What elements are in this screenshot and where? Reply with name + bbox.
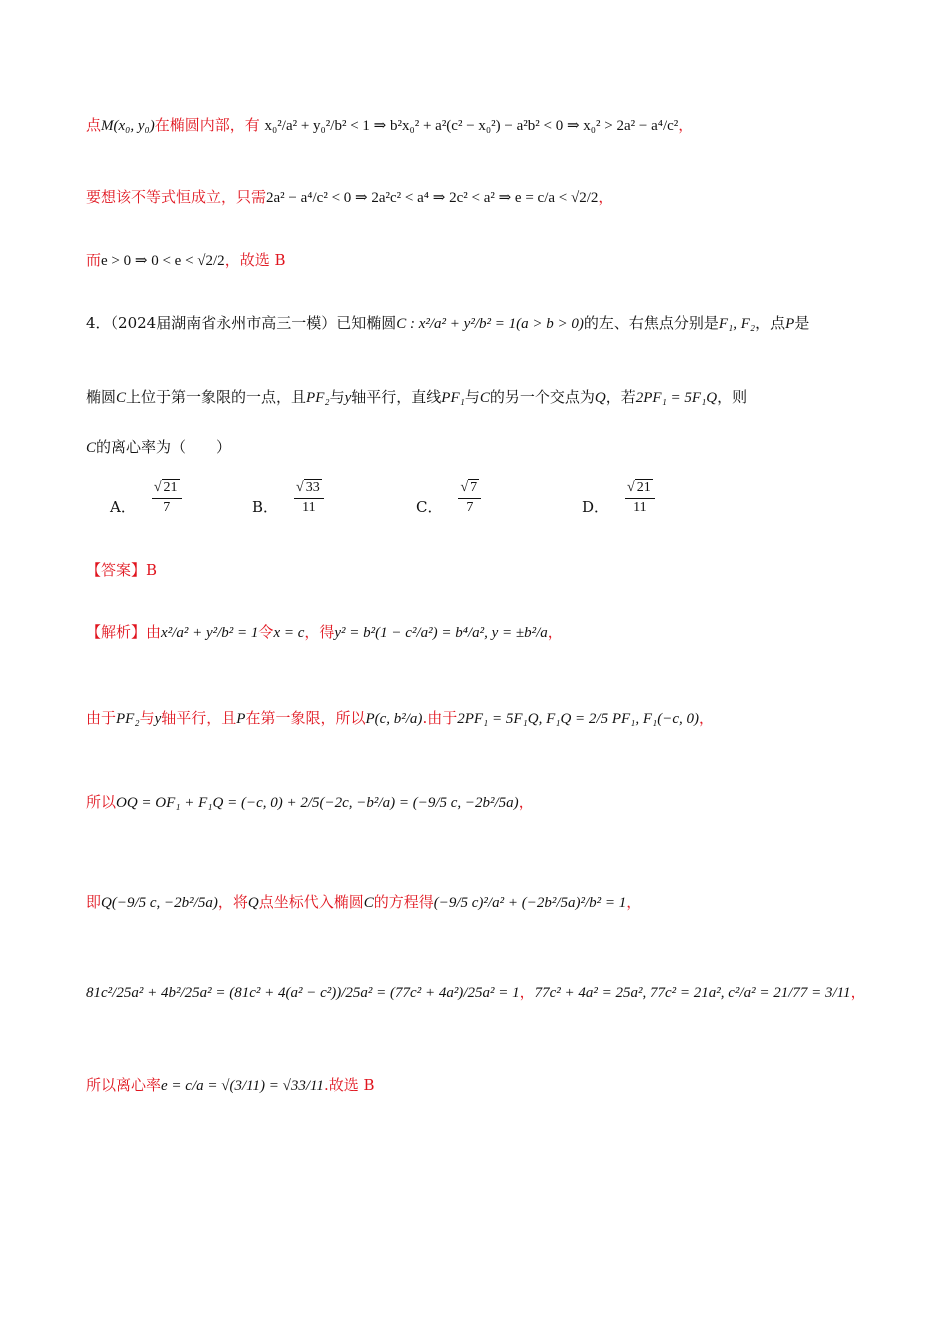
text: 与 (329, 388, 345, 406)
ellipse-c: C (479, 390, 490, 406)
text: .由于 (422, 709, 458, 727)
text: ，得 (304, 623, 335, 641)
text: 所以 (86, 793, 117, 811)
option-c[interactable] (416, 478, 483, 517)
text: 与 (139, 709, 155, 727)
line-pf1: PF₁ (441, 390, 465, 406)
punct: ， (518, 793, 534, 811)
analysis-line-1 (86, 625, 890, 641)
text: ，则 (717, 388, 748, 406)
option-label: C． (416, 498, 443, 516)
option-a[interactable] (110, 478, 184, 517)
text: 上位于第一象限的一点，且 (126, 388, 307, 406)
segment-pf2: PF₂ (306, 390, 330, 406)
math: x = c (273, 625, 305, 641)
punct: ， (547, 623, 563, 641)
option-fraction: √ 7 7 (458, 479, 481, 515)
analysis-line-2 (86, 711, 890, 727)
option-fraction: √ 21 7 (152, 479, 182, 515)
text-prefix: 而 (86, 251, 102, 269)
text: 点坐标代入椭圆 (258, 893, 364, 911)
option-d[interactable] (582, 478, 657, 517)
text: 的另一个交点为 (489, 388, 595, 406)
math: y (154, 711, 162, 727)
math: 77c² + 4a² = 25a², 77c² = 21a², c²/a² = 21/77 = 3/11 (534, 985, 851, 1001)
math: C (363, 895, 374, 911)
punct: ， (626, 893, 642, 911)
math: 2PF₁ = 5F₁Q, F₁Q = 2/5 PF₁, F₁(−c, 0) (457, 711, 700, 727)
point-m: M(x₀, y₀) (101, 118, 155, 134)
text-inside: 在椭圆内部，有 (154, 116, 260, 134)
math: PF₂ (116, 711, 140, 727)
denominator: 7 (163, 499, 171, 515)
answer-value: B (146, 561, 158, 579)
text: 的左、右焦点分别是 (583, 314, 719, 332)
math-range: e > 0 ⇒ 0 < e < √2/2 (101, 253, 225, 269)
point-q: Q (594, 390, 606, 406)
solution-line-2 (86, 190, 890, 206)
foci: F₁, F₂ (718, 316, 756, 332)
math: Q(−9/5 c, −2b²/5a) (101, 895, 218, 911)
text: 与 (464, 388, 480, 406)
answer-line (86, 563, 890, 578)
question-line-1 (86, 316, 890, 332)
punct: ， (678, 116, 694, 134)
option-fraction: √ 33 11 (294, 479, 324, 515)
text: 轴平行，且 (161, 709, 237, 727)
vector-condition: 2PF₁ = 5F₁Q (635, 390, 718, 406)
denominator: 11 (633, 499, 647, 515)
option-fraction: √ 21 11 (625, 479, 655, 515)
text: 即 (86, 893, 102, 911)
denominator: 11 (302, 499, 316, 515)
math: Q (247, 895, 259, 911)
ellipse-c: C (86, 440, 97, 456)
option-b[interactable] (252, 478, 326, 517)
text: ，将 (217, 893, 248, 911)
punct: ， (598, 188, 614, 206)
option-label: B． (252, 498, 279, 516)
ellipse-equation: C : x²/a² + y²/b² = 1(a > b > 0) (396, 316, 584, 332)
text: 由 (146, 623, 162, 641)
option-label: D． (582, 498, 610, 516)
text: .故选 B (323, 1076, 375, 1094)
question-source: （2024届湖南省永州市高三一模）已知椭圆 (110, 314, 397, 332)
analysis-line-4 (86, 895, 890, 911)
question-number: 4． (86, 314, 111, 332)
answer-tag: 【答案】 (86, 561, 147, 579)
text: ，点 (755, 314, 786, 332)
math: (−9/5 c)²/a² + (−2b²/5a)²/b² = 1 (433, 895, 627, 911)
math: OQ = OF₁ + F₁Q = (−c, 0) + 2/5(−2c, −b²/a) = (−9/5 c, −2b²/5a) (116, 795, 519, 811)
radicand: 21 (636, 480, 651, 496)
math: 81c²/25a² + 4b²/25a² = (81c² + 4(a² − c²))/25a² = (77c² + 4a²)/25a² = 1 (86, 985, 520, 1001)
text: 所以离心率 (86, 1076, 162, 1094)
math: e = c/a = √(3/11) = √33/11 (161, 1078, 324, 1094)
text-prefix: 点 (86, 116, 102, 134)
math-condition: 2a² − a⁴/c² < 0 ⇒ 2a²c² < a⁴ ⇒ 2c² < a² ⇒ e = c/a < √2/2 (266, 190, 599, 206)
punct: ， (850, 983, 866, 1001)
denominator: 7 (466, 499, 474, 515)
math-inequality: x₀²/a² + y₀²/b² < 1 ⇒ b²x₀² + a²(c² − x₀²) − a²b² < 0 ⇒ x₀² > 2a² − a⁴/c² (264, 118, 679, 134)
analysis-line-3 (86, 795, 890, 811)
punct: ， (519, 983, 535, 1001)
text: ，若 (605, 388, 636, 406)
radicand: 21 (163, 480, 178, 496)
analysis-line-5 (86, 985, 890, 1001)
text-condition: 要想该不等式恒成立，只需 (86, 188, 267, 206)
text: 椭圆 (86, 388, 117, 406)
question-line-2 (86, 390, 890, 406)
math: y² = b²(1 − c²/a²) = b⁴/a², y = ±b²/a (334, 625, 548, 641)
text: 由于 (86, 709, 117, 727)
text: 的离心率为（ ） (96, 438, 232, 456)
text-choice: ，故选 B (224, 251, 286, 269)
math: x²/a² + y²/b² = 1 (161, 625, 259, 641)
radicand: 7 (470, 480, 478, 496)
analysis-tag: 【解析】 (86, 623, 147, 641)
radicand: 33 (305, 480, 320, 496)
text: 的方程得 (373, 893, 434, 911)
point-p: P (785, 316, 795, 332)
text: 是 (794, 314, 810, 332)
math: P(c, b²/a) (365, 711, 423, 727)
text: 在第一象限，所以 (245, 709, 366, 727)
analysis-line-6 (86, 1078, 890, 1094)
text: 轴平行，直线 (351, 388, 442, 406)
solution-line-1 (86, 118, 890, 134)
math: P (236, 711, 246, 727)
ellipse-c: C (116, 390, 127, 406)
question-line-3 (86, 440, 890, 456)
option-label: A． (110, 498, 136, 516)
punct: ， (699, 709, 715, 727)
solution-line-3 (86, 253, 890, 269)
text: 令 (258, 623, 274, 641)
axis-y: y (344, 390, 352, 406)
